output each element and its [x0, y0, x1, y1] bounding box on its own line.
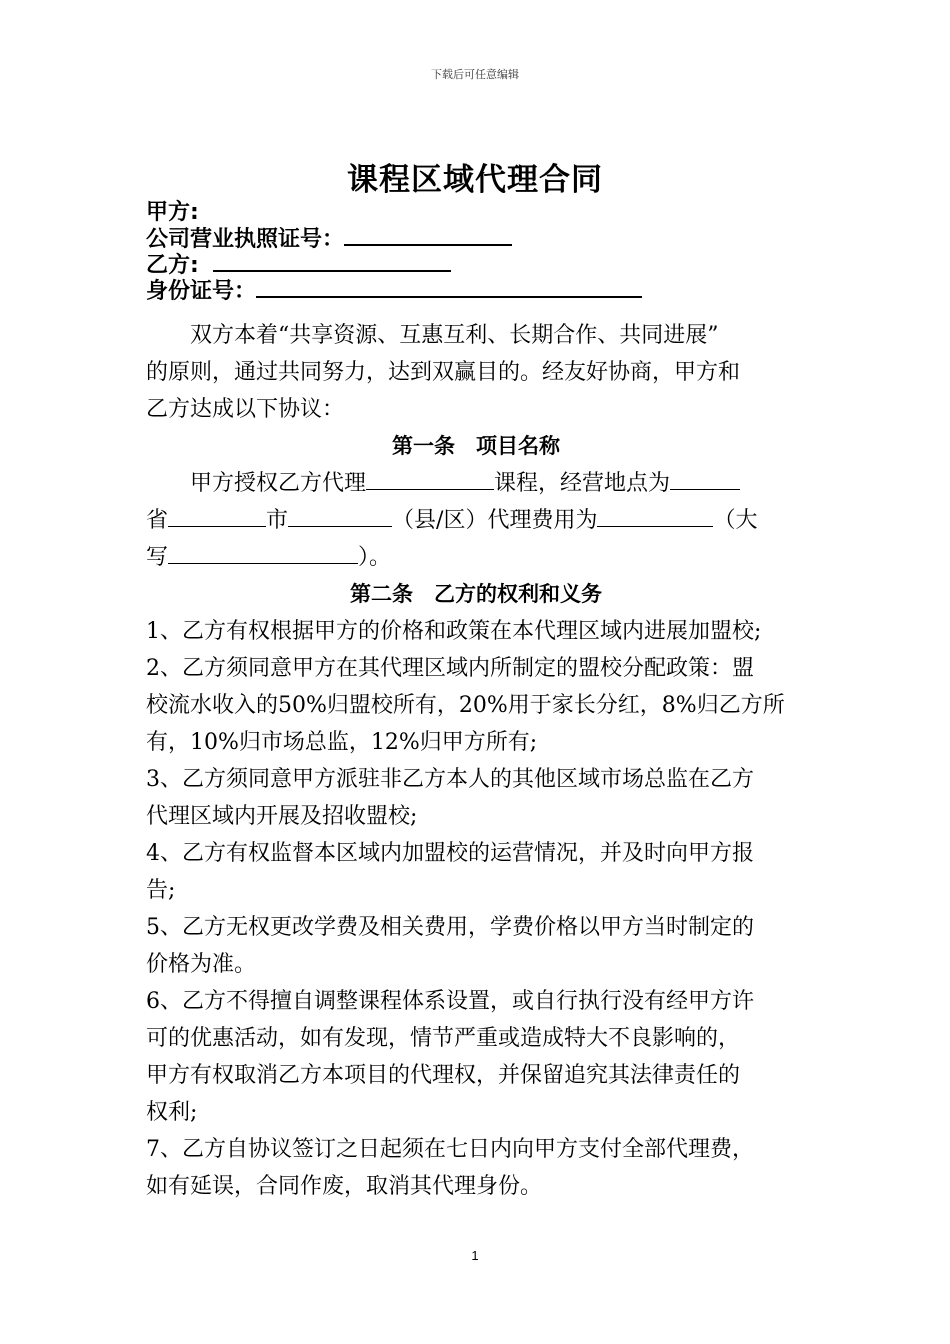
fee-uppercase-blank[interactable] [168, 543, 358, 564]
article-2-line: 1、乙方有权根据甲方的价格和政策在本代理区域内进展加盟校; [146, 619, 762, 644]
document-title: 课程区域代理合同 [347, 162, 603, 198]
article-2-line: 价格为准。 [146, 952, 257, 977]
article-2-line: 6、乙方不得擅自调整课程体系设置，或自行执行没有经甲方许 [146, 989, 754, 1014]
article-1-text: 甲方授权乙方代理 [190, 471, 367, 496]
license-field [146, 226, 512, 253]
article-1-heading: 第一条 项目名称 [392, 434, 560, 458]
article-2-line: 代理区域内开展及招收盟校; [146, 804, 418, 829]
article-1-line-1 [146, 465, 806, 502]
party-a-field [146, 200, 199, 226]
id-number-blank[interactable] [256, 278, 642, 298]
city-label: 市 [266, 508, 289, 533]
article-1-text: 课程，经营地点为 [494, 471, 671, 496]
fee-label: （县/区）代理费用为 [392, 508, 598, 533]
location-blank[interactable] [670, 469, 740, 490]
party-b-label: 乙方: [146, 253, 199, 278]
course-blank[interactable] [366, 469, 494, 490]
intro-line-3: 乙方达成以下协议： [146, 397, 345, 422]
fee-blank[interactable] [597, 506, 713, 527]
license-label: 公司营业执照证号： [146, 227, 345, 252]
article-2-line: 有，10%归市场总监，12%归甲方所有; [146, 730, 538, 755]
article-2-line: 校流水收入的50%归盟校所有，20%用于家长分红，8%归乙方所 [146, 693, 785, 718]
party-a-label: 甲方: [146, 200, 199, 225]
license-blank[interactable] [344, 226, 512, 246]
article-2-line: 3、乙方须同意甲方派驻非乙方本人的其他区域市场总监在乙方 [146, 767, 754, 792]
article-2-line: 5、乙方无权更改学费及相关费用，学费价格以甲方当时制定的 [146, 915, 754, 940]
article-2-line: 权利; [146, 1100, 198, 1125]
article-2-line: 4、乙方有权监督本区域内加盟校的运营情况，并及时向甲方报 [146, 841, 754, 866]
intro-line-1: 双方本着“共享资源、互惠互利、长期合作、共同进展” [190, 323, 719, 348]
article-2-heading: 第二条 乙方的权利和义务 [350, 582, 602, 606]
city-blank[interactable] [288, 506, 392, 527]
id-number-field [146, 278, 642, 305]
party-b-field [146, 252, 451, 279]
fee-uppercase-label-cont: 写 [146, 545, 169, 570]
closing-paren: ）。 [358, 545, 392, 570]
article-2-line: 可的优惠活动，如有发现，情节严重或造成特大不良影响的， [146, 1026, 741, 1051]
intro-line-2: 的原则，通过共同努力，达到双赢目的。经友好协商，甲方和 [146, 360, 741, 385]
article-1-line-3 [146, 539, 806, 576]
page-number: 1 [471, 1248, 479, 1263]
article-2-line: 如有延误，合同作废，取消其代理身份。 [146, 1174, 543, 1199]
contract-body [146, 317, 806, 1205]
article-1-line-2 [146, 502, 806, 539]
article-2-line: 告; [146, 878, 176, 903]
id-number-label: 身份证号： [146, 279, 257, 304]
article-2-line: 7、乙方自协议签订之日起须在七日内向甲方支付全部代理费， [146, 1137, 754, 1162]
province-label: 省 [146, 508, 169, 533]
fee-uppercase-label: （大 [713, 508, 758, 533]
article-2-line: 甲方有权取消乙方本项目的代理权，并保留追究其法律责任的 [146, 1063, 741, 1088]
party-b-blank[interactable] [213, 252, 451, 272]
province-blank[interactable] [168, 506, 266, 527]
header-note: 下载后可任意编辑 [431, 68, 519, 81]
article-2-line: 2、乙方须同意甲方在其代理区域内所制定的盟校分配政策：盟 [146, 656, 754, 681]
